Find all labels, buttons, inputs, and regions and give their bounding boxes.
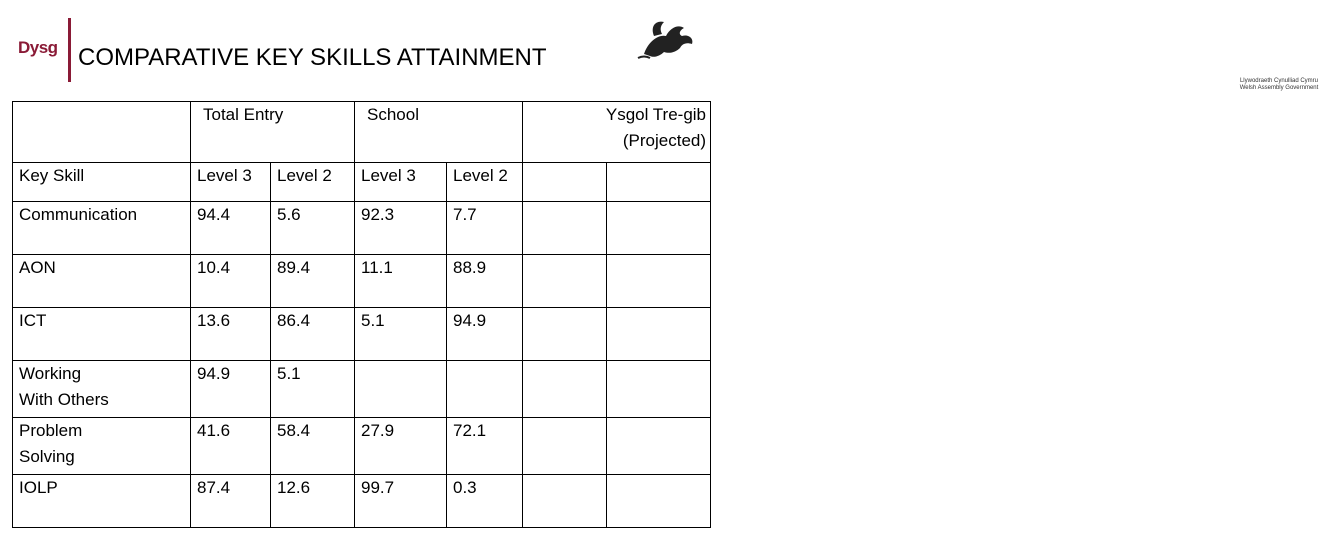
page-title: COMPARATIVE KEY SKILLS ATTAINMENT bbox=[78, 44, 547, 71]
projected-col2-cell bbox=[607, 361, 711, 418]
gov-logo-caption bbox=[1234, 78, 1324, 92]
total-level2-value: 58.4 bbox=[271, 418, 355, 475]
projected-col1-cell bbox=[523, 418, 607, 475]
total-level3-value: 94.4 bbox=[191, 202, 271, 255]
total-level3-header: Level 3 bbox=[191, 163, 271, 202]
table-row bbox=[13, 202, 711, 255]
dysg-logo-text: Dysg bbox=[18, 38, 58, 57]
total-level2-value: 5.6 bbox=[271, 202, 355, 255]
dysg-logo bbox=[14, 18, 70, 74]
projected-col2-cell bbox=[607, 418, 711, 475]
skill-name-line2: Solving bbox=[19, 447, 75, 466]
sub-header-row bbox=[13, 163, 711, 202]
school-level2-value: 72.1 bbox=[447, 418, 523, 475]
key-skill-header: Key Skill bbox=[13, 163, 191, 202]
school-level2-value: 0.3 bbox=[447, 475, 523, 528]
gov-logo-welsh: Llywodraeth Cynulliad Cymru bbox=[1239, 78, 1319, 84]
total-level2-header: Level 2 bbox=[271, 163, 355, 202]
school-level3-value bbox=[355, 361, 447, 418]
school-level3-value: 92.3 bbox=[355, 202, 447, 255]
table-row bbox=[13, 475, 711, 528]
header-divider bbox=[68, 18, 71, 82]
total-entry-label: Total Entry bbox=[203, 105, 284, 124]
skill-name-line1: Problem bbox=[19, 421, 83, 440]
projected-col2-cell bbox=[607, 308, 711, 361]
school-label: School bbox=[367, 105, 419, 124]
skill-name: Communication bbox=[13, 202, 191, 255]
projected-label-line1: Ysgol Tre-gib bbox=[605, 105, 707, 124]
total-level3-value: 94.9 bbox=[191, 361, 271, 418]
gov-logo-english: Welsh Assembly Government bbox=[1239, 85, 1319, 91]
skill-name: AON bbox=[13, 255, 191, 308]
table-row bbox=[13, 308, 711, 361]
header-empty-cell bbox=[13, 102, 191, 163]
skill-name: IOLP bbox=[13, 475, 191, 528]
projected-col1-cell bbox=[523, 361, 607, 418]
projected-header bbox=[523, 102, 711, 163]
school-level3-value: 5.1 bbox=[355, 308, 447, 361]
school-level2-header: Level 2 bbox=[447, 163, 523, 202]
school-level3-value: 99.7 bbox=[355, 475, 447, 528]
skill-name bbox=[13, 361, 191, 418]
projected-label-line2: (Projected) bbox=[622, 131, 707, 150]
welsh-dragon-icon bbox=[614, 14, 1319, 91]
total-level2-value: 12.6 bbox=[271, 475, 355, 528]
projected-col2-cell bbox=[607, 475, 711, 528]
projected-col2-cell bbox=[607, 255, 711, 308]
dragon-emblem-icon bbox=[614, 14, 710, 64]
skill-name bbox=[13, 418, 191, 475]
projected-col1-cell bbox=[523, 308, 607, 361]
projected-col1-cell bbox=[523, 255, 607, 308]
school-level3-value: 27.9 bbox=[355, 418, 447, 475]
table-row bbox=[13, 418, 711, 475]
school-level2-value bbox=[447, 361, 523, 418]
skill-name-line1: Working bbox=[19, 364, 82, 383]
total-level3-value: 10.4 bbox=[191, 255, 271, 308]
total-level2-value: 86.4 bbox=[271, 308, 355, 361]
school-level2-value: 7.7 bbox=[447, 202, 523, 255]
group-header-row bbox=[13, 102, 711, 163]
skill-name-line2: With Others bbox=[19, 390, 109, 409]
school-header bbox=[355, 102, 523, 163]
projected-col1-cell bbox=[523, 202, 607, 255]
school-level3-value: 11.1 bbox=[355, 255, 447, 308]
total-level3-value: 41.6 bbox=[191, 418, 271, 475]
school-level2-value: 88.9 bbox=[447, 255, 523, 308]
projected-col1-cell bbox=[523, 475, 607, 528]
total-level2-value: 5.1 bbox=[271, 361, 355, 418]
total-level3-value: 87.4 bbox=[191, 475, 271, 528]
projected-col2-cell bbox=[607, 163, 711, 202]
projected-col2-cell bbox=[607, 202, 711, 255]
projected-col1-cell bbox=[523, 163, 607, 202]
skill-name: ICT bbox=[13, 308, 191, 361]
key-skills-table bbox=[12, 101, 711, 528]
total-level3-value: 13.6 bbox=[191, 308, 271, 361]
total-entry-header bbox=[191, 102, 355, 163]
table-row bbox=[13, 361, 711, 418]
table-row bbox=[13, 255, 711, 308]
school-level2-value: 94.9 bbox=[447, 308, 523, 361]
school-level3-header: Level 3 bbox=[355, 163, 447, 202]
total-level2-value: 89.4 bbox=[271, 255, 355, 308]
